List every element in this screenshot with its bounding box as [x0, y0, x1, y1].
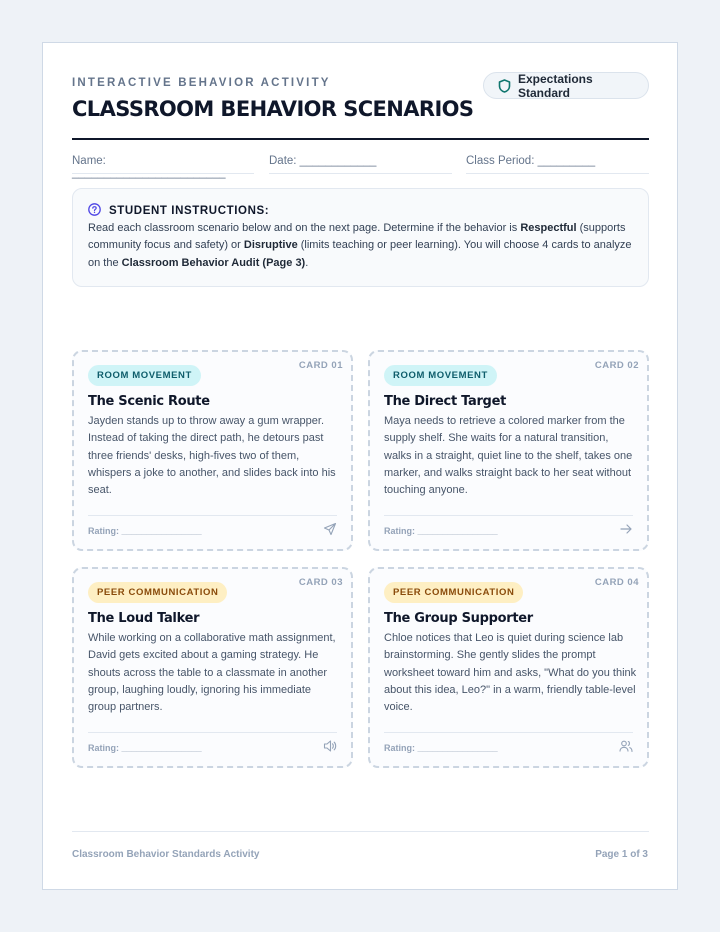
card-body: Chloe notices that Leo is quiet during science lab brainstorming. She gently slides the prompt worksheet toward him and asks, "What do you think about this idea, Leo?" in a warm, friendly table-level voice.: [384, 632, 637, 714]
card-divider: [88, 515, 337, 516]
title-divider: [72, 138, 649, 140]
instructions-box: [72, 188, 649, 287]
card-body: Jayden stands up to throw away a gum wrapper. Instead of taking the direct path, he detours past three friends' desks, high-fives two of them, whispers a joke to another, and slides back into his seat.: [88, 415, 336, 497]
instructions-heading-label: STUDENT INSTRUCTIONS:: [109, 205, 270, 217]
footer-divider: [72, 831, 649, 832]
standard-badge: [483, 72, 649, 99]
card-divider: [384, 515, 633, 516]
card-title: The Group Supporter: [384, 611, 533, 626]
disruptive-term: Disruptive: [243, 239, 298, 252]
category-pill: ROOM MOVEMENT: [384, 365, 497, 386]
card-body: While working on a collaborative math assignment, David gets excited about a gaming strategy. He shouts across the table to a classmate in another group, laughing loudly, ignoring his immediate group partners.: [88, 632, 336, 714]
question-circle-icon: [88, 203, 101, 219]
category-pill: ROOM MOVEMENT: [88, 365, 201, 386]
scenario-card[interactable]: [72, 350, 353, 551]
card-title: The Direct Target: [384, 394, 506, 409]
rating-field[interactable]: Rating: ________________: [384, 743, 498, 753]
worksheet-page: [42, 42, 678, 890]
instructions-heading: [88, 203, 269, 219]
volume-icon: [323, 739, 337, 753]
scenario-card[interactable]: [72, 567, 353, 768]
card-body: Maya needs to retrieve a colored marker from the supply shelf. She waits for a natural transition, walks in a straight, quiet line to the shelf, takes one marker, and walks straight back to her seat without touching anyone.: [384, 415, 633, 497]
card-number: CARD 01: [298, 360, 343, 371]
rating-field[interactable]: Rating: ________________: [88, 743, 202, 753]
shield-icon: [498, 79, 511, 93]
scenario-card[interactable]: [368, 567, 649, 768]
rating-field[interactable]: Rating: ________________: [88, 526, 202, 536]
card-number: CARD 03: [298, 577, 343, 588]
users-icon: [619, 739, 633, 753]
standard-badge-label: Expectations Standard: [518, 71, 593, 100]
category-pill: PEER COMMUNICATION: [384, 582, 523, 603]
scenario-card[interactable]: [368, 350, 649, 551]
page-number: Page 1 of 3: [595, 849, 648, 860]
date-field[interactable]: Date: ____________: [269, 155, 452, 174]
arrow-right-icon: [619, 522, 633, 536]
page-title: CLASSROOM BEHAVIOR SCENARIOS: [72, 97, 474, 121]
audit-reference: Classroom Behavior Audit (Page 3): [121, 256, 306, 269]
paper-plane-icon: [323, 522, 337, 536]
card-number: CARD 02: [594, 360, 639, 371]
category-pill: PEER COMMUNICATION: [88, 582, 227, 603]
card-divider: [88, 732, 337, 733]
respectful-term: Respectful: [520, 222, 577, 234]
card-title: The Loud Talker: [88, 611, 200, 626]
card-number: CARD 04: [594, 577, 639, 588]
activity-eyebrow: INTERACTIVE BEHAVIOR ACTIVITY: [72, 77, 331, 89]
class-period-field[interactable]: Class Period: _________: [466, 155, 649, 174]
card-divider: [384, 732, 633, 733]
name-field[interactable]: Name: ________________________: [72, 155, 254, 174]
rating-field[interactable]: Rating: ________________: [384, 526, 498, 536]
footer-title: Classroom Behavior Standards Activity: [72, 849, 260, 860]
card-title: The Scenic Route: [88, 394, 210, 409]
instructions-text: Read each classroom scenario below and on the next page. Determine if the behavior is Respectful (supports community focus and safety) or Disruptive (limits teaching or peer learning). You will choose 4 cards to analyze on the Classroom Behavior Audit (Page 3).: [88, 222, 632, 269]
